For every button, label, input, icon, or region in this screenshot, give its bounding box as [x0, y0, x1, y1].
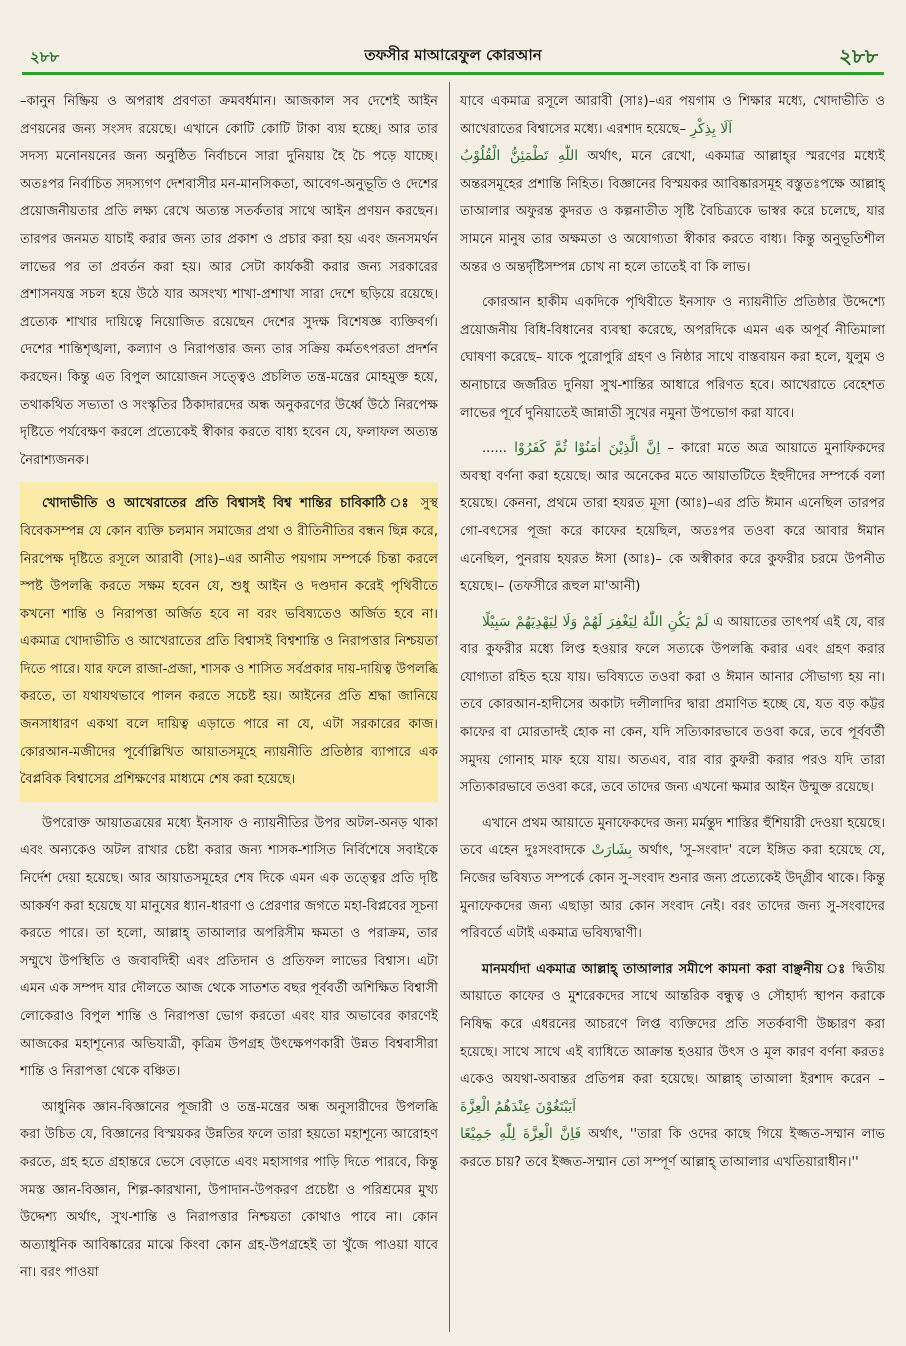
header-rule — [22, 72, 884, 75]
paragraph — [460, 609, 885, 802]
page-number-right: ২৮৮ — [839, 44, 878, 68]
paragraph — [460, 956, 885, 1177]
paragraph — [460, 435, 885, 601]
paragraph — [460, 88, 885, 281]
paragraph: উপরোক্ত আয়াতত্রয়ের মধ্যে ইনসাফ ও ন্যায়নীতির উপর অটল-অনড় থাকা এবং অন্যকেও অটল রাখার চেষ্টা করার জন্য শাসক-শাসিত নির্বিশেষে সবাইকে নির্দেশ দেয়া হয়েছে। আর আয়াতসমূহের শেষ দিকে এমন এক তত্ত্বের প্রতি দৃষ্টি আকর্ষণ করা হয়েছে যা মানুষের ধ্যান-ধারণা ও প্রেরণার জগতে মহা-বিপ্লবের সূচনা করতে পারে। তা হলো, আল্লাহ্‌ তাআলার অপরিসীম ক্ষমতা ও পরাক্রম, তার সম্মুখে উপস্থিতি ও জবাবদিহী এবং প্রতিদান ও প্রতিফল লাভের বিশ্বাস। এটা এমন এক সম্পদ যার দৌলতে আজ থেকে সাতশত বছর পূর্ববর্তী অশিক্ষিত বিশ্বাসী লোকেরাও বিপুল শান্তি ও নিরাপত্তা ভোগ করতো এবং যার অভাবের কারণেই আজকের মহাশূন্যের অভিযাত্রী, কৃত্রিম উপগ্রহ উৎক্ষেপণকারী উন্নত বিশ্ববাসীরা শান্তি ও নিরাপত্তা থেকে বঞ্চিত। — [20, 815, 438, 1080]
paragraph: –কানুন নিষ্ক্রিয় ও অপরাধ প্রবণতা ক্রমবর্ধমান। আজকাল সব দেশেই আইন প্রণয়নের জন্য সংসদ রয়েছে। এখানে কোটি কোটি টাকা ব্যয় হচ্ছে। আর তার সদস্য মনোনয়নের জন্য অনুষ্ঠিত নির্বাচনে সারা দুনিয়ায় হৈ চৈ পড়ে যাচ্ছে। অতঃপর নির্বাচিত সদস্যগণ দেশবাসীর মন-মানসিকতা, আবেগ-অনুভূতি ও দেশের প্রয়োজনীয়তার প্রতি লক্ষ্য রেখে অত্যন্ত সতর্কতার সাথে আইন প্রণয়ন করছেন। তারপর জনমত যাচাই করার জন্য তার প্রকাশ ও প্রচার করা হয় এবং জনসমর্থন লাভের পর তা প্রবর্তন করা হয়। আর সেটা কার্যকরী করার জন্য সরকারের প্রশাসনযন্ত্র সচল হয়ে উঠে যার অসংখ্য শাখা-প্রশাখা সারা দেশে ছড়িয়ে রয়েছে। প্রত্যেক শাখার দায়িত্বে নিয়োজিত রয়েছেন দেশের সুদক্ষ বিশেষজ্ঞ ব্যক্তিবর্গ। দেশের শান্তিশৃঙ্খলা, কল্যাণ ও নিরাপত্তার জন্য তার সক্রিয় কর্মতৎপরতা প্রদর্শন করছেন। কিন্তু এত বিপুল আয়োজন সত্ত্বেও প্রচলিত তন্ত্র-মন্ত্রের মোহমুক্ত হয়ে, তথাকথিত সভ্যতা ও সংস্কৃতির ঠিকাদারদের অন্ধ অনুকরণের উর্ধ্বে উঠে নিরপেক্ষ দৃষ্টিতে পর্যবেক্ষণ করলে প্রত্যেকেই স্বীকার করতে বাধ্য হবেন যে, ফলাফল অত্যন্ত নৈরাশ্যজনক। — [20, 94, 438, 468]
paragraph-text: এখানে প্রথম আয়াতে মুনাফেকদের জন্য মর্মন্তুদ শাস্তির হুঁশিয়ারী দেওয়া হয়েছে। তবে এহেন দুঃসংবাদকে — [460, 815, 885, 859]
arabic-verse: اَيَبْتَغُوْنَ عِنْدَهُمُ الْعِزَّةَ — [460, 1098, 576, 1115]
page-header — [22, 38, 884, 68]
paragraph-text: – কারো মতে অত্র আয়াতে মুনাফিকদের অবস্থা বর্ণনা করা হয়েছে। আর অনেকের মতে আয়াতটিতে ইহুদীদের সম্পর্কে বলা হয়েছে। কেননা, প্রথমে তারা হযরত মূসা (আঃ)–এর প্রতি ঈমান এনেছিল তারপর গো-বৎসের পূজা করে কাফের হয়েছিল, অতঃপর তওবা করে আবার ঈমান এনেছিল, পুনরায় হযরত ঈসা (আঃ)– কে অস্বীকার করে কুফরীর চরমে উপনীত হয়েছে।– (তফসীরে রূহুল মা'আনী) — [460, 441, 885, 595]
arabic-verse: اللّٰهِ تَطْمَئِنُّ الْقُلُوْبُ — [460, 148, 579, 165]
paragraph-text: অর্থাৎ, ''তারা কি ওদের কাছে গিয়ে ইজ্জত-সম্মান লাভ করতে চায়? তবে ইজ্জত-সম্মান তো সম্পূর্ণ আল্লাহ্‌ তাআলার এখতিয়ারাধীন।'' — [460, 1127, 885, 1170]
paragraph: কোরআন হাকীম একদিকে পৃথিবীতে ইনসাফ ও ন্যায়নীতি প্রতিষ্ঠার উদ্দেশ্যে প্রয়োজনীয় বিধি-বিধানের ব্যবস্থা করেছে, অপরদিকে এমন এক অপূর্ব নীতিমালা ঘোষণা করেছে– যাকে পুরোপুরি গ্রহণ ও নিষ্ঠার সাথে বাস্তবায়ন করা হলে, যুলুম ও অনাচারে জর্জরিত দুনিয়া সুখ-শান্তির আধারে পরিণত হবে। আখেরাতে বেহেশত লাভের পূর্বে দুনিয়াতেই জান্নাতী সুখের নমুনা উপভোগ করা যাবে। — [460, 295, 885, 421]
paragraph-text: অর্থাৎ, মনে রেখো, একমাত্র আল্লাহ্‌র স্মরণের মধ্যেই অন্তরসমূহের প্রশান্তি নিহিত। বিজ্ঞানের বিস্ময়কর আবিষ্কারসমূহ বস্তুতঃপক্ষে আল্লাহ্‌ তাআলার অফুরন্ত কুদরত ও কল্পনাতীত সৃষ্টি বৈচিত্র্যকে ভাস্বর করে চলেছে, যার সামনে মানুষ তার অক্ষমতা ও অযোগ্যতা স্বীকার করতে বাধ্য। কিন্তু অনুভূতিশীল অন্তর ও অন্তর্দৃষ্টিসম্পন্ন চোখ না হলে তাতেই বা কি লাভ। — [460, 149, 885, 275]
left-column — [20, 88, 438, 1334]
arabic-verse: اِنَّ الَّذِيْنَ اٰمَنُوْا ثُمَّ كَفَرُوْا — [514, 440, 661, 457]
arabic-word: بِشَارَتْ — [591, 842, 633, 859]
section-heading: খোদাভীতি ও আখেরাতের প্রতি বিশ্বাসই বিশ্ব শান্তির চাবিকাঠি ঃ — [42, 496, 413, 512]
arabic-verse: فَاِنَّ الْعِزَّةَ لِلّٰهِ جَمِيْعًا — [460, 1126, 582, 1143]
arabic-verse: لَمْ يَكُنِ اللّٰهُ لِيَغْفِرَ لَهُمْ وَلَا لِيَهْدِيَهُمْ سَبِيْلًا — [482, 613, 709, 630]
column-divider — [449, 82, 450, 1332]
paragraph-text: যাবে একমাত্র রসূলে আরাবী (সাঃ)–এর পয়গাম ও শিক্ষার মধ্যে, খোদাভীতি ও আখেরাতের বিশ্বাসের মধ্যে। এরশাদ হয়েছে– — [460, 94, 885, 137]
paragraph-text: তাৎপর্য এই যে, বার বার কুফরীর মধ্যে লিপ্ত হওয়ার ফলে সত্যকে উপলব্ধি করার এবং গ্রহণ করার যোগ্যতা রহিত হয়ে যায়। ভবিষ্যতে তওবা করা ও ঈমান আনার সৌভাগ্য হয় না। তবে কোরআন-হাদীসের অকাট্য দলীলাদির দ্বারা প্রমাণিত হচ্ছে যে, যত বড় কট্টর কাফের বা মোরতাদই হোক না কেন, যদি সত্যিকারভাবে তওবা করে, তবে পূর্ববর্তী সমুদয় গোনাহ মাফ হয়ে যায়। অতএব, বার বার কুফরী করার পরও যদি তারা সত্যিকারভাবে তওবা করে, তবে তাদের জন্য এখনো ক্ষমার আইন উন্মুক্ত রয়েছে। — [460, 614, 885, 796]
highlighted-paragraph — [20, 482, 438, 802]
page-number-left: ২৮৮ — [30, 48, 60, 66]
right-column — [460, 88, 885, 1334]
paragraph — [460, 810, 885, 948]
running-title: তফসীর মাআরেফুল কোরআন — [364, 46, 542, 64]
paragraph: আধুনিক জ্ঞান-বিজ্ঞানের পূজারী ও তন্ত্র-মন্ত্রের অন্ধ অনুসারীদের উপলব্ধি করা উচিত যে, বিজ্ঞানের বিস্ময়কর উন্নতির ফলে তারা হয়তো মহাশূন্যে আরোহণ করতে, গ্রহ হতে গ্রহান্তরে ভেসে বেড়াতে এবং মহাসাগর পাড়ি দিতে পারবে, কিন্তু সমস্ত জ্ঞান-বিজ্ঞান, শিল্প-কারখানা, উপাদান-উপকরণ প্রচেষ্টা ও পরিশ্রমের মুখ্য উদ্দেশ্য অর্থাৎ, সুখ-শান্তি ও নিরাপত্তার নিশ্চয়তা কোথাও পাবে না। কোন অত্যাধুনিক আবিষ্কারের মাঝে কিংবা কোন গ্রহ-উপগ্রহেই তা খুঁজে পাওয়া যাবে না। বরং পাওয়া — [20, 1099, 438, 1281]
paragraph-text: এ আয়াতের — [713, 614, 777, 630]
paragraph-text: দ্বিতীয় আয়াতে কাফের ও মুশরেকদের সাথে আন্তরিক বন্ধুত্ব ও সৌহার্দ্য স্থাপন করাকে নিষিদ্ধ করে এধরনের আচরণে লিপ্ত ব্যক্তিদের প্রতি সতর্কবাণী উচ্চারণ করা হয়েছে। সাথে সাথে এই ব্যাধিতে আক্রান্ত হওয়ার উৎস ও মূল কারণ বর্ণনা করতঃ একেও অযথা-অবান্তর প্রতিপন্ন করা হয়েছে। আল্লাহ্‌ তাআলা ইরশাদ করেন – — [460, 961, 885, 1088]
arabic-verse: اَلَا بِذِكْرِ — [690, 120, 733, 137]
paragraph-text: অর্থাৎ, 'সু-সংবাদ' বলে ইঙ্গিত করা হয়েছে যে, নিজের ভবিষ্যত সম্পর্কে কোন সু-সংবাদ শুনার জন্য প্রত্যেকেই উদ্গ্রীব থাকে। কিন্তু মুনাফেকদের জন্য এছাড়া আর কোন সংবাদ নেই। বরং তাদের জন্য সু-সংবাদের পরিবর্তে এটাই একমাত্র ভবিষ্যদ্বাণী। — [460, 843, 885, 942]
section-heading: মানমর্যাদা একমাত্র আল্লাহ্‌ তাআলার সমীপে কামনা করা বাঞ্ছনীয় ঃ — [482, 961, 847, 977]
paragraph-text: সুস্থ বিবেকসম্পন্ন যে কোন ব্যক্তি চলমান সমাজের প্রথা ও রীতিনীতির বন্ধন ছিন্ন করে, নিরপেক্ষ দৃষ্টিতে রসূলে আরাবী (সাঃ)–এর আনীত পয়গাম সম্পর্কে চিন্তা করলে স্পষ্ট উপলব্ধি করতে সক্ষম হবেন যে, শুধু আইন ও দণ্ডদান করেই পৃথিবীতে কখনো শান্তি ও নিরাপত্তা অর্জিত হবে না বরং ভবিষ্যতেও অর্জিত হবে না। একমাত্র খোদাভীতি ও আখেরাতের প্রতি বিশ্বাসই বিশ্বশান্তি ও নিরাপত্তার নিশ্চয়তা দিতে পারে। যার ফলে রাজা-প্রজা, শাসক ও শাসিত সর্বপ্রকার দায়-দায়িত্ব উপলব্ধি করতে, তা যথাযথভাবে পালন করতে সচেষ্ট হয়। আইনের প্রতি শ্রদ্ধা জানিয়ে জনসাধারণ একথা বলে দায়িত্ব এড়াতে পারে না যে, এটা সরকারের কাজ। কোরআন-মজীদের পূর্বোল্লিখিত আয়াতসমূহে ন্যায়নীতি প্রতিষ্ঠার ব্যাপারে এক বৈপ্লবিক বিশ্বাসের প্রশিক্ষণের মাধ্যমে শেষ করা হয়েছে। — [20, 496, 438, 788]
ellipsis: ...... — [482, 441, 507, 457]
